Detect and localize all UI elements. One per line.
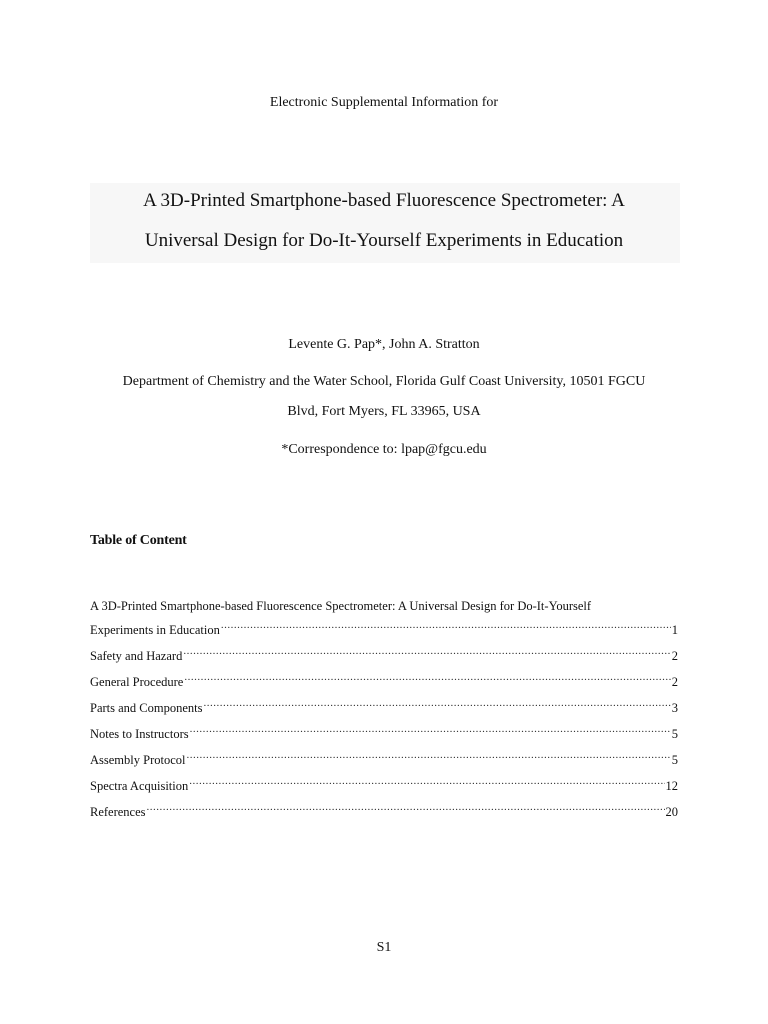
- supplement-heading: Electronic Supplemental Information for: [269, 95, 499, 110]
- toc-heading: Table of Content: [90, 533, 187, 548]
- toc-leader-dots: [183, 645, 670, 660]
- toc-entry-3[interactable]: [90, 671, 678, 690]
- toc-leader-dots: [189, 775, 664, 790]
- toc-leader-dots: [147, 801, 665, 816]
- toc-leader-dots: [204, 697, 671, 712]
- toc-entry-page: 2: [671, 675, 678, 689]
- toc-entry-label: References: [90, 805, 146, 819]
- toc-entry-2[interactable]: [90, 645, 678, 664]
- toc-entry-page: 20: [665, 805, 678, 819]
- paper-title-line-2: Universal Design for Do-It-Yourself Experiments in Education: [144, 230, 624, 251]
- toc-entry-page: 3: [671, 701, 678, 715]
- toc-leader-dots: [190, 723, 671, 738]
- toc-leader-dots: [186, 749, 670, 764]
- toc-leader-dots: [221, 619, 671, 634]
- affiliation-line-1: Department of Chemistry and the Water School, Florida Gulf Coast University, 10501 FGCU: [122, 374, 646, 389]
- toc-entry-page: 2: [671, 649, 678, 663]
- toc-entry-page: 5: [671, 753, 678, 767]
- toc-leader-dots: [184, 671, 670, 686]
- toc-entry-label: General Procedure: [90, 675, 184, 689]
- toc-entry-label: Safety and Hazard: [90, 649, 183, 663]
- correspondence: *Correspondence to: lpap@fgcu.edu: [281, 442, 487, 457]
- toc-entry-5[interactable]: [90, 723, 678, 742]
- toc-entry-8[interactable]: [90, 801, 678, 820]
- toc-entry-label: Experiments in Education: [90, 623, 220, 637]
- toc-entry-page: 12: [665, 779, 678, 793]
- toc-entry-7[interactable]: [90, 775, 678, 794]
- toc-entry-1[interactable]: [90, 619, 678, 638]
- affiliation-line-2: Blvd, Fort Myers, FL 33965, USA: [287, 404, 481, 419]
- paper-title-line-1: A 3D-Printed Smartphone-based Fluorescence Spectrometer: A: [143, 190, 625, 211]
- toc-entry-page: 1: [671, 623, 678, 637]
- toc-entry-label: Notes to Instructors: [90, 727, 189, 741]
- authors: Levente G. Pap*, John A. Stratton: [288, 337, 480, 352]
- toc-entry-1-line-1[interactable]: A 3D-Printed Smartphone-based Fluorescence Spectrometer: A Universal Design for Do-It-Yourself: [90, 599, 592, 613]
- page-number: S1: [376, 940, 392, 955]
- toc-entry-4[interactable]: [90, 697, 678, 716]
- toc-entry-page: 5: [671, 727, 678, 741]
- toc-entry-label: Parts and Components: [90, 701, 203, 715]
- toc-entry-label: Assembly Protocol: [90, 753, 186, 767]
- toc-entry-6[interactable]: [90, 749, 678, 768]
- toc-entry-label: Spectra Acquisition: [90, 779, 189, 793]
